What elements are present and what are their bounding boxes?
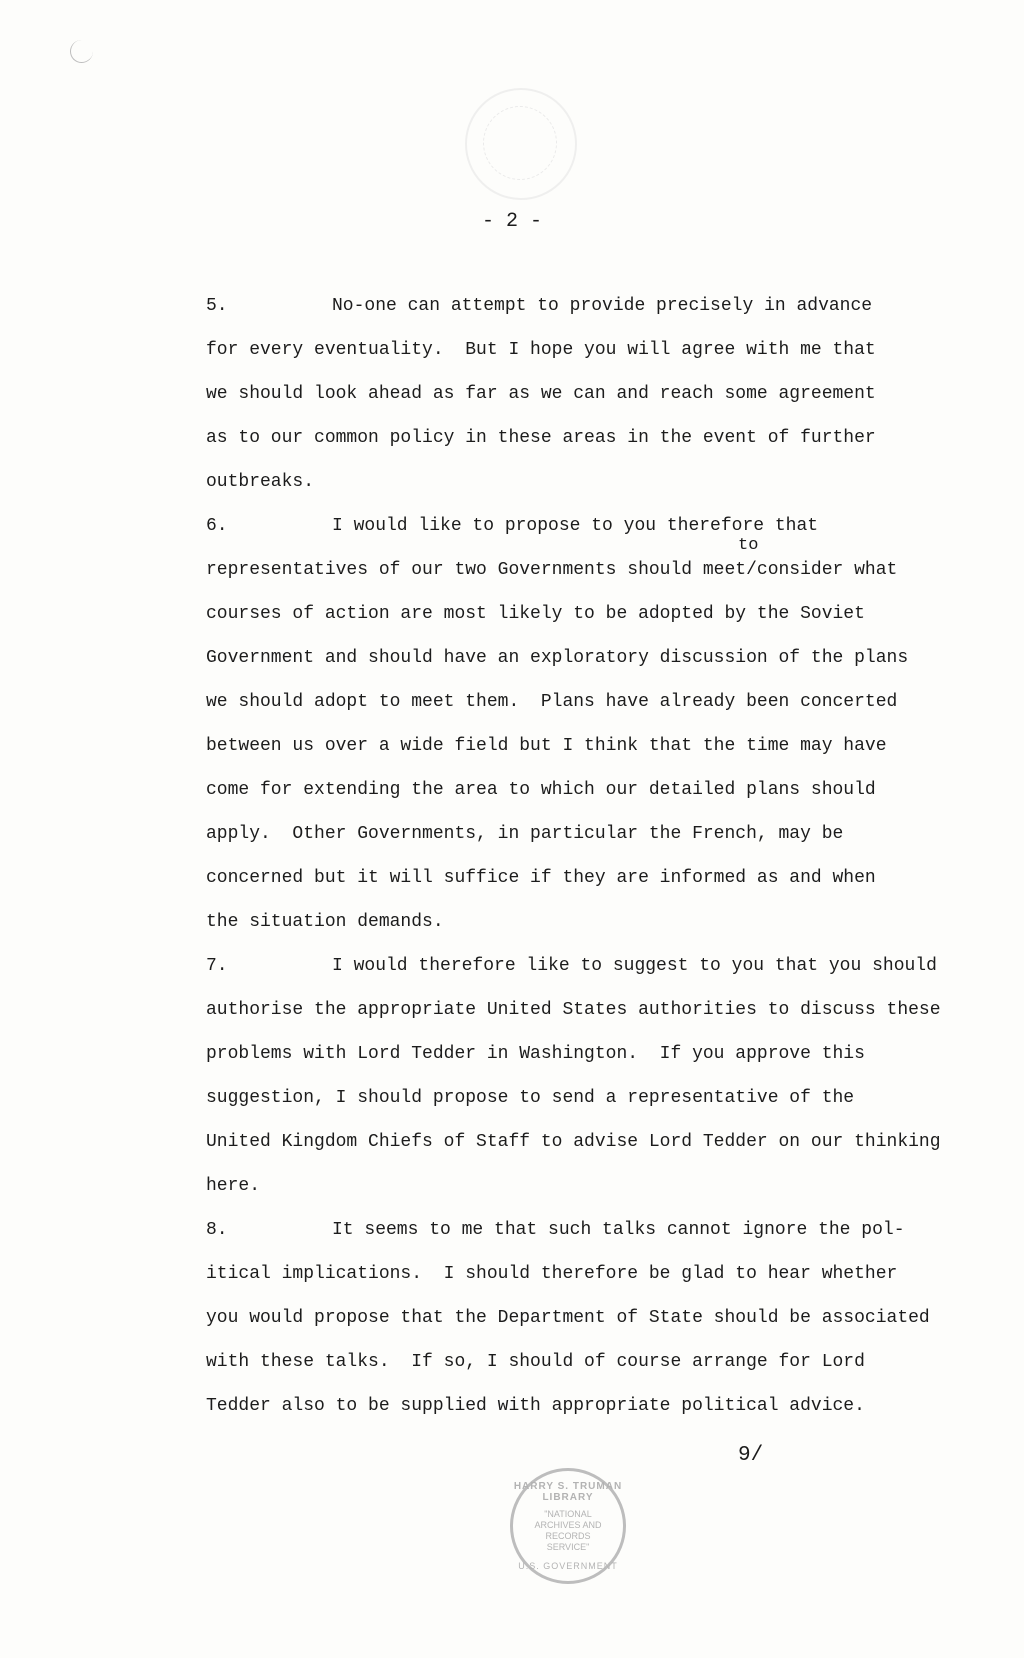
page-number: - 2 - [481, 210, 542, 233]
paragraph-5-line-3: we should look ahead as far as we can and reach some agreement [206, 384, 876, 404]
embossed-seal-inner [483, 106, 557, 180]
corner-mark [70, 40, 93, 63]
paragraph-6-line-9: concerned but it will suffice if they are informed as and when [206, 868, 876, 888]
paragraph-6-line-6: between us over a wide field but I think that the time may have [206, 736, 887, 756]
paragraph-6-line-2 [206, 536, 946, 604]
paragraph-5-line-1 [206, 296, 946, 340]
continuation-mark: 9/ [738, 1444, 764, 1467]
stamp-outer-text: HARRY S. TRUMAN LIBRARY [513, 1481, 623, 1503]
paragraph-6-line-10: the situation demands. [206, 912, 444, 932]
line-text: I would like to propose to you therefore that [332, 516, 819, 536]
paragraph-8-line-3: you would propose that the Department of State should be associated [206, 1308, 930, 1328]
line-text: It seems to me that such talks cannot ignore the pol- [332, 1220, 905, 1240]
paragraph-number: 8. [206, 1220, 228, 1240]
letter-body [206, 296, 946, 1440]
handwritten-insertion: to [738, 536, 759, 555]
paragraph-6-line-5: we should adopt to meet them. Plans have already been concerted [206, 692, 898, 712]
stamp-bottom-text: U.S. GOVERNMENT [518, 1561, 618, 1571]
paragraph-7-line-6: here. [206, 1176, 261, 1196]
paragraph-6-line-1 [206, 516, 946, 560]
paragraph-8-line-4: with these talks. If so, I should of course arrange for Lord [206, 1352, 865, 1372]
paragraph-6-line-7: come for extending the area to which our detailed plans should [206, 780, 876, 800]
stamp-inner-text: "NATIONAL ARCHIVES AND RECORDS SERVICE" [534, 1509, 602, 1552]
paragraph-8-line-1 [206, 1220, 946, 1264]
paragraph-7-line-4: suggestion, I should propose to send a representative of the [206, 1088, 855, 1108]
paragraph-6-line-8: apply. Other Governments, in particular the French, may be [206, 824, 844, 844]
paragraph-6-line-4: Government and should have an exploratory discussion of the plans [206, 648, 909, 668]
paragraph-6-line-3: courses of action are most likely to be adopted by the Soviet [206, 604, 865, 624]
paragraph-5-line-5: outbreaks. [206, 472, 315, 492]
line-text: representatives of our two Governments should meet/consider what [206, 560, 898, 580]
paragraph-7-line-3: problems with Lord Tedder in Washington. If you approve this [206, 1044, 865, 1064]
paragraph-number: 7. [206, 956, 228, 976]
embossed-seal [465, 88, 577, 200]
paragraph-5-line-2: for every eventuality. But I hope you will agree with me that [206, 340, 876, 360]
paragraph-number: 6. [206, 516, 228, 536]
line-text: I would therefore like to suggest to you that you should [332, 956, 937, 976]
line-text: No-one can attempt to provide precisely in advance [332, 296, 873, 316]
paragraph-7-line-2: authorise the appropriate United States authorities to discuss these [206, 1000, 941, 1020]
archive-stamp [510, 1468, 626, 1584]
paragraph-8-line-2: itical implications. I should therefore be glad to hear whether [206, 1264, 898, 1284]
paragraph-8-line-5: Tedder also to be supplied with appropriate political advice. [206, 1396, 865, 1416]
paragraph-number: 5. [206, 296, 228, 316]
paragraph-7-line-1 [206, 956, 946, 1000]
paragraph-5-line-4: as to our common policy in these areas in the event of further [206, 428, 876, 448]
paragraph-7-line-5: United Kingdom Chiefs of Staff to advise Lord Tedder on our thinking [206, 1132, 941, 1152]
